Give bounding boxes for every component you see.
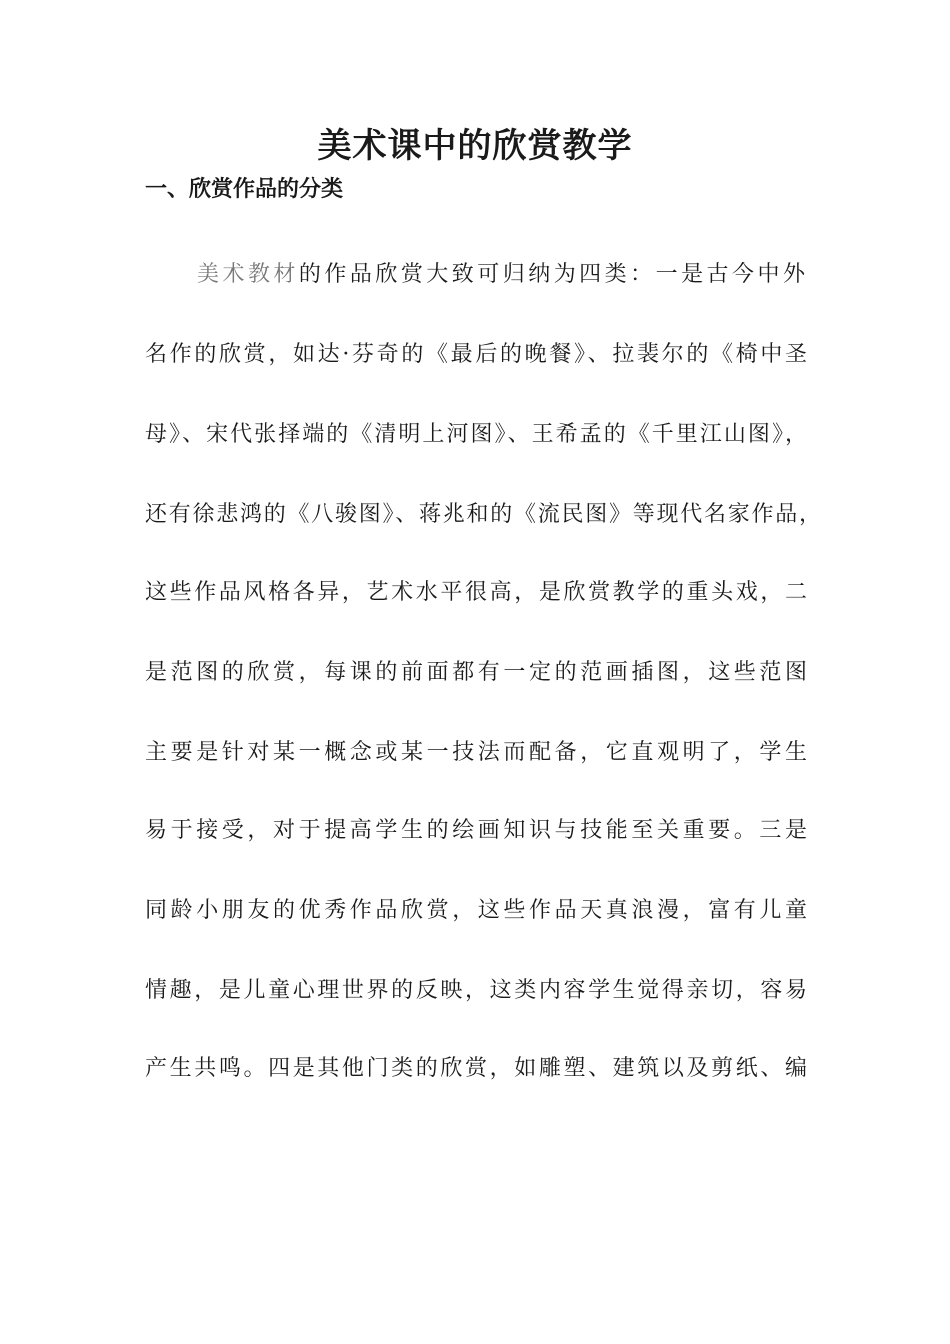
paragraph-line: 这些作品风格各异，艺术水平很高，是欣赏教学的重头戏，二 xyxy=(145,580,807,605)
document-title: 美术课中的欣赏教学 xyxy=(317,126,633,166)
paragraph-line: 名作的欣赏，如达·芬奇的《最后的晚餐》、拉裴尔的《椅中圣 xyxy=(145,342,807,367)
paragraph-line: 是范图的欣赏，每课的前面都有一定的范画插图，这些范图 xyxy=(145,660,807,685)
paragraph-line: 产生共鸣。四是其他门类的欣赏，如雕塑、建筑以及剪纸、编 xyxy=(145,1056,807,1081)
paragraph-line-text: 的作品欣赏大致可归纳为四类：一是古今中外 xyxy=(298,262,805,287)
paragraph-line: 情趣，是儿童心理世界的反映，这类内容学生觉得亲切，容易 xyxy=(145,978,807,1003)
paragraph-line: 同龄小朋友的优秀作品欣赏，这些作品天真浪漫，富有儿童 xyxy=(145,898,807,923)
section-heading: 一、欣赏作品的分类 xyxy=(145,176,344,202)
paragraph-line: 母》、宋代张择端的《清明上河图》、王希孟的《千里江山图》， xyxy=(145,422,807,447)
paragraph-line: 主要是针对某一概念或某一技法而配备，它直观明了，学生 xyxy=(145,740,807,765)
textbook-link[interactable]: 美术教材 xyxy=(197,262,299,287)
paragraph-line: 易于接受，对于提高学生的绘画知识与技能至关重要。三是 xyxy=(145,818,807,843)
paragraph-line xyxy=(197,260,805,290)
paragraph-line: 还有徐悲鸿的《八骏图》、蒋兆和的《流民图》等现代名家作品， xyxy=(145,502,821,527)
